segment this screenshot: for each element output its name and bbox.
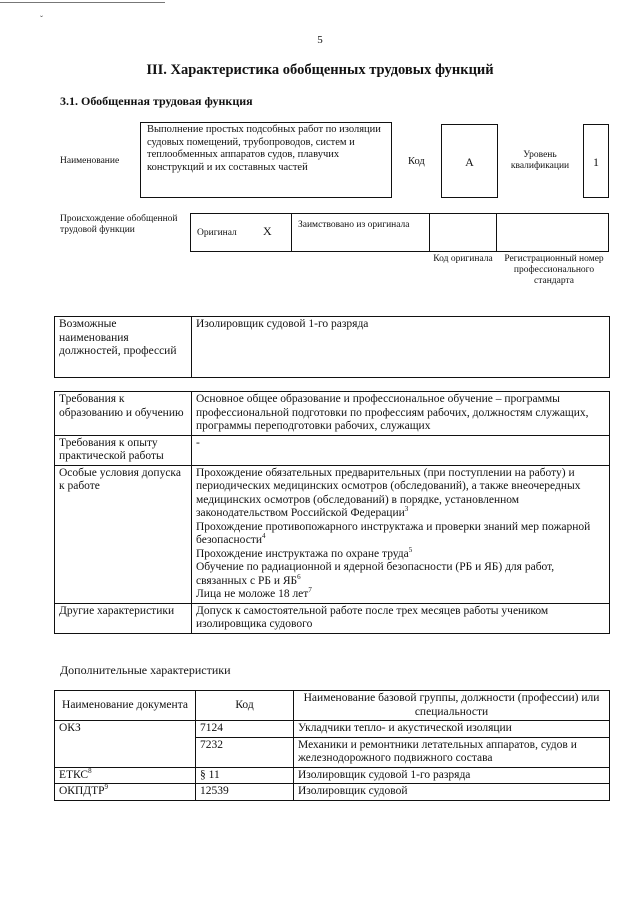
requirement-row-other [55, 603, 610, 633]
name-cell: Изолировщик судовой [294, 784, 610, 801]
doc-cell: ЕТКС$^8$ [55, 767, 196, 784]
header-name: Наименование базовой группы, должности (профессии) или специальности [294, 691, 610, 721]
footnote-ref: 3 [404, 505, 409, 514]
level-value: 1 [593, 155, 599, 169]
positions-row [55, 317, 610, 378]
header-code: Код [196, 691, 294, 721]
requirement-row-education [55, 392, 610, 436]
code-original-caption: Код оригинала [433, 254, 493, 264]
positions-value: Изолировщик судовой 1-го разряда [192, 317, 610, 378]
doc-cell [55, 737, 196, 767]
special-condition: Прохождение инструктажа по охране труда$^5$ [196, 545, 413, 560]
origin-divider-2 [429, 213, 430, 252]
scan-artifact-mark: ˇ [40, 14, 43, 24]
positions-table [54, 316, 610, 378]
additional-title: Дополнительные характеристики [60, 663, 231, 677]
origin-divider-1 [291, 213, 292, 252]
origin-label: Происхождение обобщенной трудовой функции [60, 214, 178, 235]
requirement-label: Требования к опыту практической работы [55, 435, 192, 465]
footnote-ref: 4 [262, 532, 266, 541]
name-cell: Изолировщик судовой 1-го разряда [294, 767, 610, 784]
doc-cell: ОКЗ [55, 721, 196, 738]
footnote-ref: 8 [88, 766, 92, 775]
requirement-label: Другие характеристики [55, 603, 192, 633]
additional-table [54, 690, 610, 801]
table-row [55, 721, 610, 738]
level-label: Уровень квалификации [510, 150, 570, 171]
requirement-value [192, 465, 610, 603]
footnote-ref: 7 [308, 586, 312, 595]
special-condition: Прохождение обязательных предварительных (при поступлении на работу) и периодических медицинских осмотров (обследований), а также внеочередных медицинских осмотров (обследований) в порядке, установленном законодательством Российской Федерации$^3$ [196, 466, 581, 519]
positions-label: Возможные наименования должностей, профессий [55, 317, 192, 378]
code-cell: § 11 [196, 767, 294, 784]
requirements-table [54, 391, 610, 634]
origin-row [190, 213, 609, 252]
code-value: А [465, 155, 474, 169]
page-number: 5 [317, 34, 323, 46]
requirement-value: Допуск к самостоятельной работе после трех месяцев работы учеником изолировщика судового [192, 603, 610, 633]
borrowed-label: Заимствовано из оригинала [298, 220, 410, 230]
special-condition: Прохождение противопожарного инструктажа и проверки знаний мер пожарной безопасности$^4$ [196, 520, 591, 546]
reg-number-caption: Регистрационный номер профессионального стандарта [504, 254, 604, 286]
requirement-value: - [192, 435, 610, 465]
subsection-title: 3.1. Обобщенная трудовая функция [60, 94, 253, 108]
requirement-row-special [55, 465, 610, 603]
code-cell: 7232 [196, 737, 294, 767]
scan-artifact-line [0, 2, 165, 3]
original-mark: X [263, 224, 272, 238]
footnote-ref: 9 [104, 783, 109, 792]
name-cell: Механики и ремонтники летательных аппаратов, судов и железнодорожного подвижного состава [294, 737, 610, 767]
additional-header-row [55, 691, 610, 721]
code-label: Код [408, 156, 425, 167]
header-document: Наименование документа [55, 691, 196, 721]
code-value-box [441, 124, 498, 198]
code-cell: 7124 [196, 721, 294, 738]
footnote-ref: 6 [297, 572, 301, 581]
requirement-value: Основное общее образование и профессиональное обучение – программы профессиональной подготовки по профессиям рабочих, должностям служащих, программы переподготовки рабочих, служащих [192, 392, 610, 436]
table-row [55, 767, 610, 784]
name-value-box: Выполнение простых подсобных работ по изоляции судовых помещений, трубопроводов, систем и теплообменных аппаратов судов, плавучих конструкций и их составных частей [140, 122, 392, 198]
level-value-box [583, 124, 609, 198]
footnote-ref: 5 [408, 545, 413, 554]
code-cell: 12539 [196, 784, 294, 801]
name-label: Наименование [60, 156, 120, 166]
table-row [55, 784, 610, 801]
doc-cell: ОКПДТР$^9$ [55, 784, 196, 801]
table-row [55, 737, 610, 767]
requirement-label: Особые условия допуска к работе [55, 465, 192, 603]
requirement-row-experience [55, 435, 610, 465]
name-cell: Укладчики тепло- и акустической изоляции [294, 721, 610, 738]
origin-divider-3 [496, 213, 497, 252]
original-label: Оригинал [197, 228, 237, 238]
requirement-label: Требования к образованию и обучению [55, 392, 192, 436]
section-title: III. Характеристика обобщенных трудовых функций [146, 62, 494, 78]
special-condition: Лица не моложе 18 лет$^7$ [196, 586, 312, 600]
special-condition: Обучение по радиационной и ядерной безопасности (РБ и ЯБ) для работ, связанных с РБ и $ЯБ^6$ [196, 561, 555, 587]
